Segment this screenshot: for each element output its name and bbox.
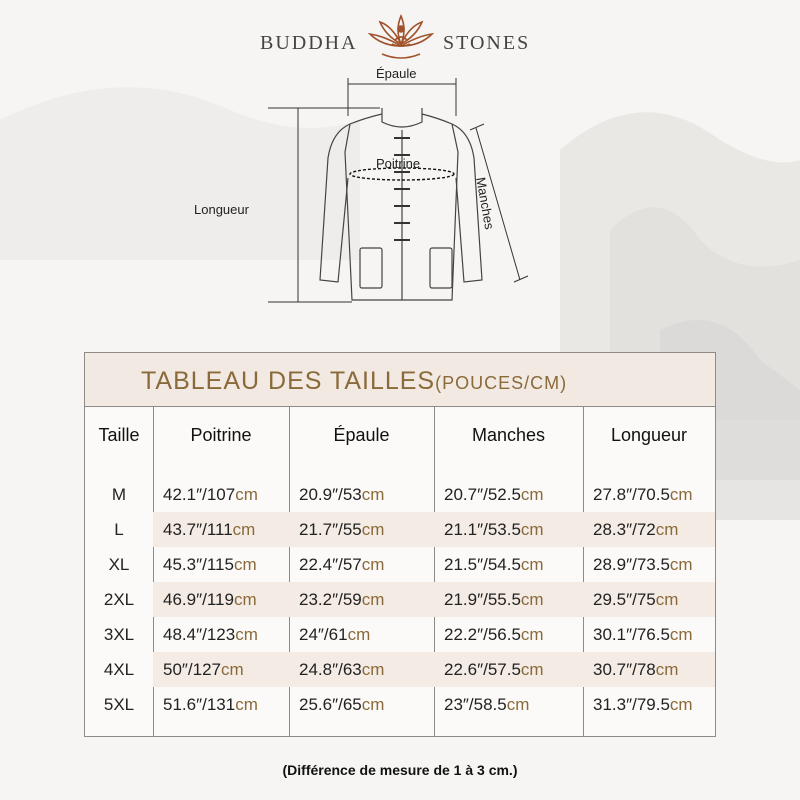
column-header: Longueur [610,424,688,445]
cell-unit: cm [235,694,258,714]
size-cell: 3XL [103,624,135,644]
table-title [141,367,567,396]
column-header: Taille [98,424,140,445]
size-cell: 5XL [103,694,135,714]
table-cell [444,512,581,547]
size-cell: 4XL [103,659,135,679]
table-cell [593,582,713,617]
table-cell [444,687,581,722]
cell-unit: cm [520,589,544,609]
table-cell [593,687,713,722]
cell-value: 24″/61 [299,624,348,644]
cell-unit: cm [520,624,544,644]
cell-unit: cm [361,659,385,679]
table-cell [299,547,432,582]
cell-unit: cm [669,484,693,504]
size-cell: M [111,484,127,504]
cell-unit: cm [520,519,544,539]
sleeves-label: Manches [473,176,498,231]
table-cell [163,687,287,722]
table-cell [299,687,432,722]
table-cell [593,512,713,547]
cell-unit: cm [669,694,693,714]
column-header: Épaule [333,424,390,445]
size-cell: 2XL [103,589,135,609]
cell-value: 43.7″/111 [163,519,233,539]
size-cell: L [114,519,124,539]
cell-value: 29.5″/75 [593,589,656,609]
cell-value: 23.2″/59 [299,589,362,609]
cell-value: 31.3″/79.5 [593,694,670,714]
cell-value: 30.7″/78 [593,659,656,679]
length-label: Longueur [194,202,249,217]
cell-value: 21.7″/55 [299,519,362,539]
cell-value: 30.1″/76.5 [593,624,670,644]
cell-value: 42.1″/107 [163,484,236,504]
table-cell [299,617,432,652]
table-cell [444,652,581,687]
table-cell [163,512,287,547]
cell-value: 45.3″/115 [163,554,234,574]
size-table [84,352,716,737]
size-cell: XL [108,554,130,574]
shoulder-label: Épaule [376,66,417,81]
cell-unit: cm [655,519,679,539]
cell-value: 21.9″/55.5 [444,589,521,609]
measurement-footnote: (Différence de mesure de 1 à 3 cm.) [282,762,518,778]
table-cell [593,477,713,512]
table-cell [163,617,287,652]
cell-value: 20.7″/52.5 [444,484,521,504]
table-cell [299,477,432,512]
cell-value: 50″/127 [163,659,222,679]
jacket-illustration [180,58,560,318]
cell-value: 46.9″/119 [163,589,234,609]
table-cell [444,477,581,512]
table-cell [444,582,581,617]
cell-value: 23″/58.5 [444,694,507,714]
cell-unit: cm [669,624,693,644]
table-cell [593,652,713,687]
cell-unit: cm [655,589,679,609]
table-cell [593,617,713,652]
cell-unit: cm [506,694,530,714]
cell-unit: cm [232,519,256,539]
table-header [85,353,715,407]
cell-unit: cm [233,589,257,609]
brand-name-left: BUDDHA [260,32,358,54]
cell-value: 21.5″/54.5 [444,554,521,574]
table-cell [299,582,432,617]
cell-value: 21.1″/53.5 [444,519,521,539]
column-header: Manches [471,424,546,445]
table-cell [163,547,287,582]
table-title-text: TABLEAU DES TAILLES [141,367,436,395]
table-cell [299,652,432,687]
cell-unit: cm [361,589,385,609]
cell-value: 28.9″/73.5 [593,554,670,574]
cell-value: 25.6″/65 [299,694,362,714]
cell-unit: cm [361,554,385,574]
table-cell [444,617,581,652]
cell-unit: cm [669,554,693,574]
cell-unit: cm [361,519,385,539]
cell-unit: cm [520,659,544,679]
cell-value: 22.4″/57 [299,554,362,574]
cell-value: 48.4″/123 [163,624,236,644]
cell-unit: cm [655,659,679,679]
chest-label: Poitrine [376,156,421,171]
cell-unit: cm [361,694,385,714]
cell-unit: cm [361,484,385,504]
column-header: Poitrine [190,424,252,445]
cell-unit: cm [235,484,258,504]
cell-unit: cm [520,484,544,504]
cell-unit: cm [235,624,258,644]
cell-value: 24.8″/63 [299,659,362,679]
cell-value: 20.9″/53 [299,484,362,504]
cell-value: 22.6″/57.5 [444,659,521,679]
cell-unit: cm [233,554,257,574]
table-cell [163,652,287,687]
cell-value: 51.6″/131 [163,694,236,714]
cell-value: 22.2″/56.5 [444,624,521,644]
cell-unit: cm [347,624,371,644]
jacket-diagram [180,58,560,318]
table-cell [299,512,432,547]
brand-name-right: STONES [443,32,531,54]
cell-value: 27.8″/70.5 [593,484,670,504]
table-cell [593,547,713,582]
table-title-units: (POUCES/CM) [435,373,568,393]
cell-value: 28.3″/72 [593,519,656,539]
table-cell [163,582,287,617]
table-cell [444,547,581,582]
cell-unit: cm [221,659,244,679]
table-cell [163,477,287,512]
cell-unit: cm [520,554,544,574]
